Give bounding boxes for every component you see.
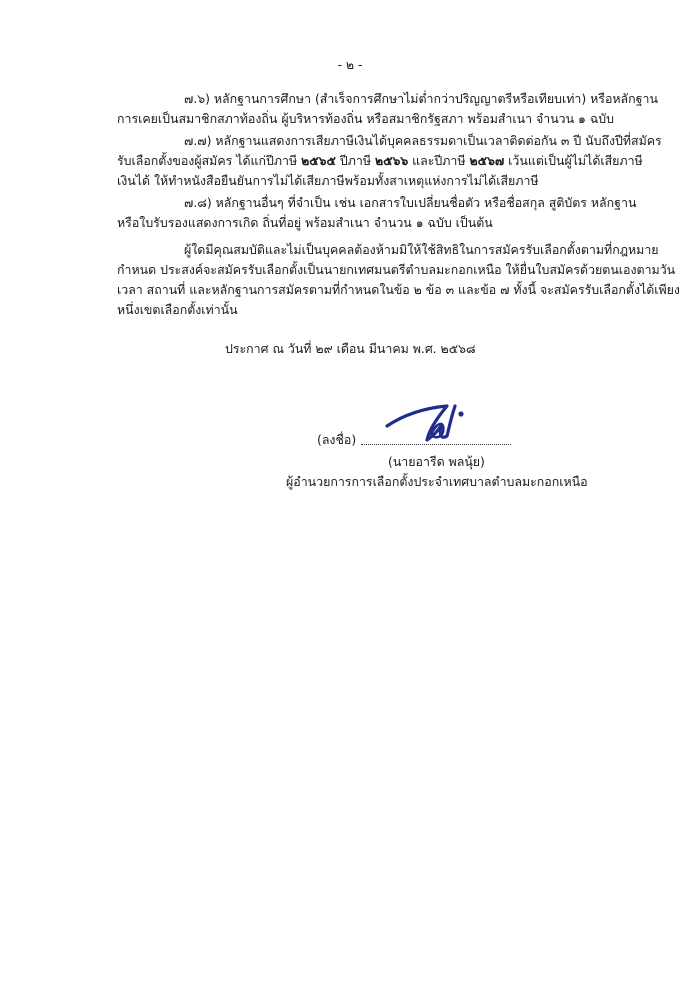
paragraph-line-4: หนึ่งเขตเลือกตั้งเท่านั้น <box>117 302 238 317</box>
item-7-7-line-3: เงินได้ ให้ทำหนังสือยืนยันการไม่ได้เสียภาษีพร้อมทั้งสาเหตุแห่งการไม่ได้เสียภาษี <box>117 173 539 188</box>
paragraph-line-3: เวลา สถานที่ และหลักฐานการสมัครตามที่กำหนดในข้อ ๒ ข้อ ๓ และข้อ ๗ ทั้งนี้ จะสมัครรับเลือกตั้งได้เพียง <box>117 282 680 297</box>
item-7-6-line-2: การเคยเป็นสมาชิกสภาท้องถิ่น ผู้บริหารท้องถิ่น หรือสมาชิกรัฐสภา พร้อมสำเนา จำนวน ๑ ฉบับ <box>117 111 615 126</box>
page-number: - ๒ - <box>337 57 363 72</box>
item-7-7-text-b: ปีภาษี <box>335 153 375 168</box>
tax-year-2: ๒๕๖๖ <box>374 153 409 168</box>
item-7-7-text-d: เว้นแต่เป็นผู้ไม่ได้เสียภาษี <box>504 153 643 168</box>
signature-label: (ลงชื่อ) <box>317 432 357 447</box>
item-7-7-text-a: รับเลือกตั้งของผู้สมัคร ได้แก่ปีภาษี <box>117 153 302 168</box>
paragraph-line-2: กำหนด ประสงค์จะสมัครรับเลือกตั้งเป็นนายกเทศมนตรีตำบลมะกอกเหนือ ให้ยื่นใบสมัครด้วยตนเองตามวัน <box>117 262 676 277</box>
tax-year-1: ๒๕๖๕ <box>301 153 336 168</box>
item-7-8-line-1: ๗.๘) หลักฐานอื่นๆ ที่จำเป็น เช่น เอกสารใบเปลี่ยนชื่อตัว หรือชื่อสกุล สูติบัตร หลักฐาน <box>184 195 637 210</box>
item-7-8-line-2: หรือใบรับรองแสดงการเกิด ถิ่นที่อยู่ พร้อมสำเนา จำนวน ๑ ฉบับ เป็นต้น <box>117 215 493 230</box>
item-7-6-line-1: ๗.๖) หลักฐานการศึกษา (สำเร็จการศึกษาไม่ต่ำกว่าปริญญาตรีหรือเทียบเท่า) หรือหลักฐาน <box>184 91 658 106</box>
item-7-7-line-1: ๗.๗) หลักฐานแสดงการเสียภาษีเงินได้บุคคลธรรมดาเป็นเวลาติดต่อกัน ๓ ปี นับถึงปีที่สมัคร <box>184 133 662 148</box>
item-7-7-text-c: และปีภาษี <box>408 153 470 168</box>
item-7-7-line-2 <box>117 152 643 170</box>
paragraph-line-1: ผู้ใดมีคุณสมบัติและไม่เป็นบุคคลต้องห้ามมิให้ใช้สิทธิในการสมัครรับเลือกตั้งตามที่กฎหมาย <box>184 242 659 257</box>
signature-image <box>385 392 495 450</box>
announcement-date: ประกาศ ณ วันที่ ๒๙ เดือน มีนาคม พ.ศ. ๒๕๖๘ <box>225 341 476 356</box>
signatory-position: ผู้อำนวยการการเลือกตั้งประจำเทศบาลตำบลมะกอกเหนือ <box>286 474 588 489</box>
signature-line <box>361 443 511 445</box>
signatory-name: (นายอารีด พลนุ้ย) <box>388 454 485 469</box>
tax-year-3: ๒๕๖๗ <box>469 153 505 168</box>
